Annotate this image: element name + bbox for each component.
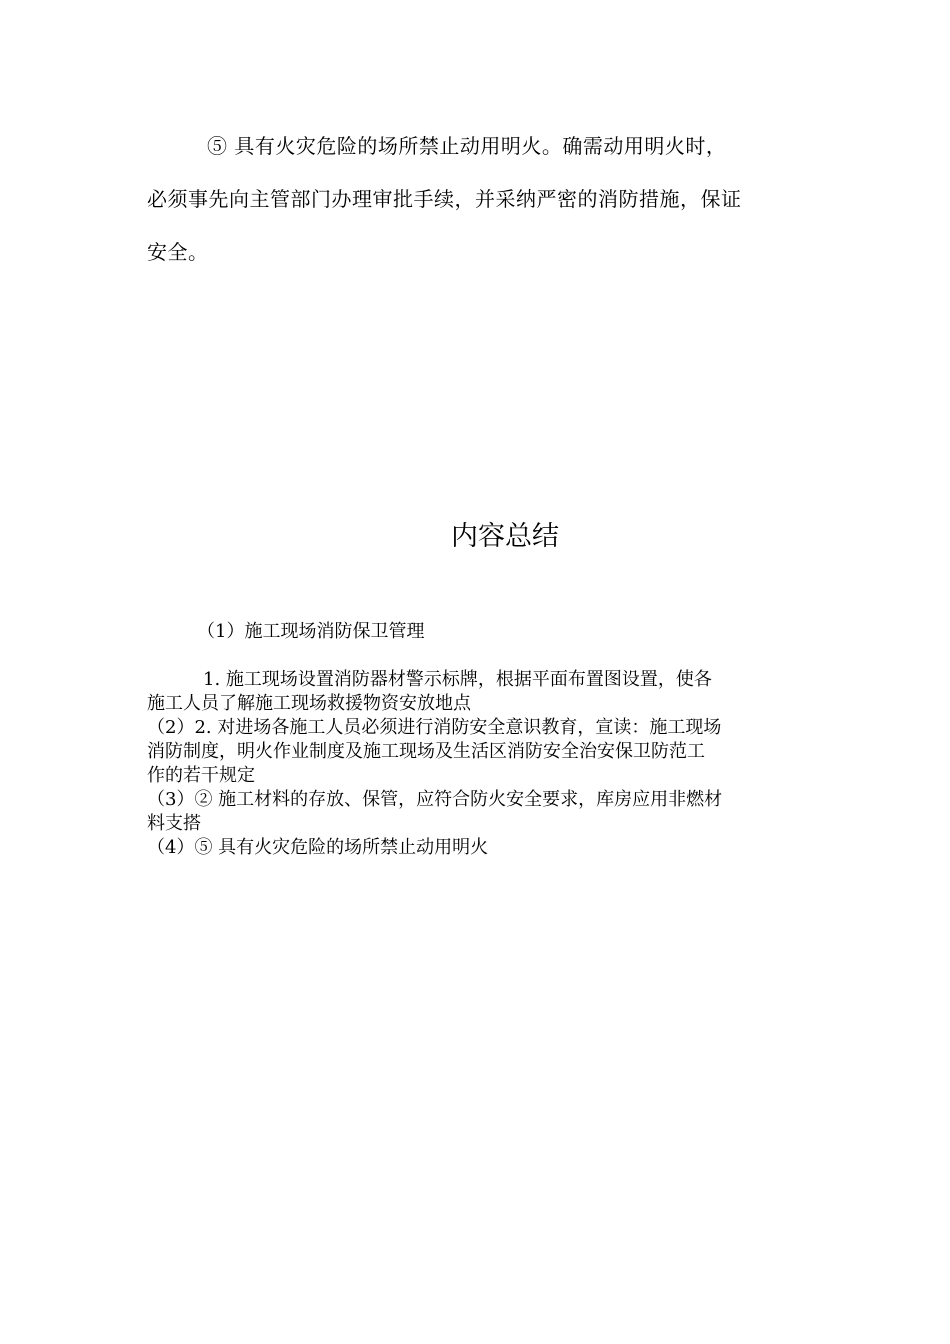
summary-line: 施工人员了解施工现场救援物资安放地点: [147, 693, 471, 714]
summary-heading: （1）施工现场消防保卫管理: [197, 621, 425, 642]
paragraph-line: 必须事先向主管部门办理审批手续，并采纳严密的消防措施，保证: [147, 187, 742, 211]
summary-line: （2）2. 对进场各施工人员必须进行消防安全意识教育，宣读：施工现场: [147, 717, 722, 738]
paragraph-line: 安全。: [147, 240, 209, 264]
paragraph-line: ⑤ 具有火灾危险的场所禁止动用明火。确需动用明火时，: [207, 134, 727, 158]
summary-title: 内容总结: [451, 521, 559, 552]
summary-line: 作的若干规定: [147, 765, 255, 786]
fire-safety-paragraph: [147, 120, 807, 279]
summary-line: （4）⑤ 具有火灾危险的场所禁止动用明火: [147, 837, 489, 858]
summary-body: [147, 668, 812, 860]
summary-line: 料支搭: [147, 813, 201, 834]
summary-line: 消防制度，明火作业制度及施工现场及生活区消防安全治安保卫防范工: [147, 741, 705, 762]
summary-line: 1. 施工现场设置消防器材警示标牌，根据平面布置图设置，使各: [203, 669, 712, 690]
summary-line: （3）② 施工材料的存放、保管，应符合防火安全要求，库房应用非燃材: [147, 789, 723, 810]
